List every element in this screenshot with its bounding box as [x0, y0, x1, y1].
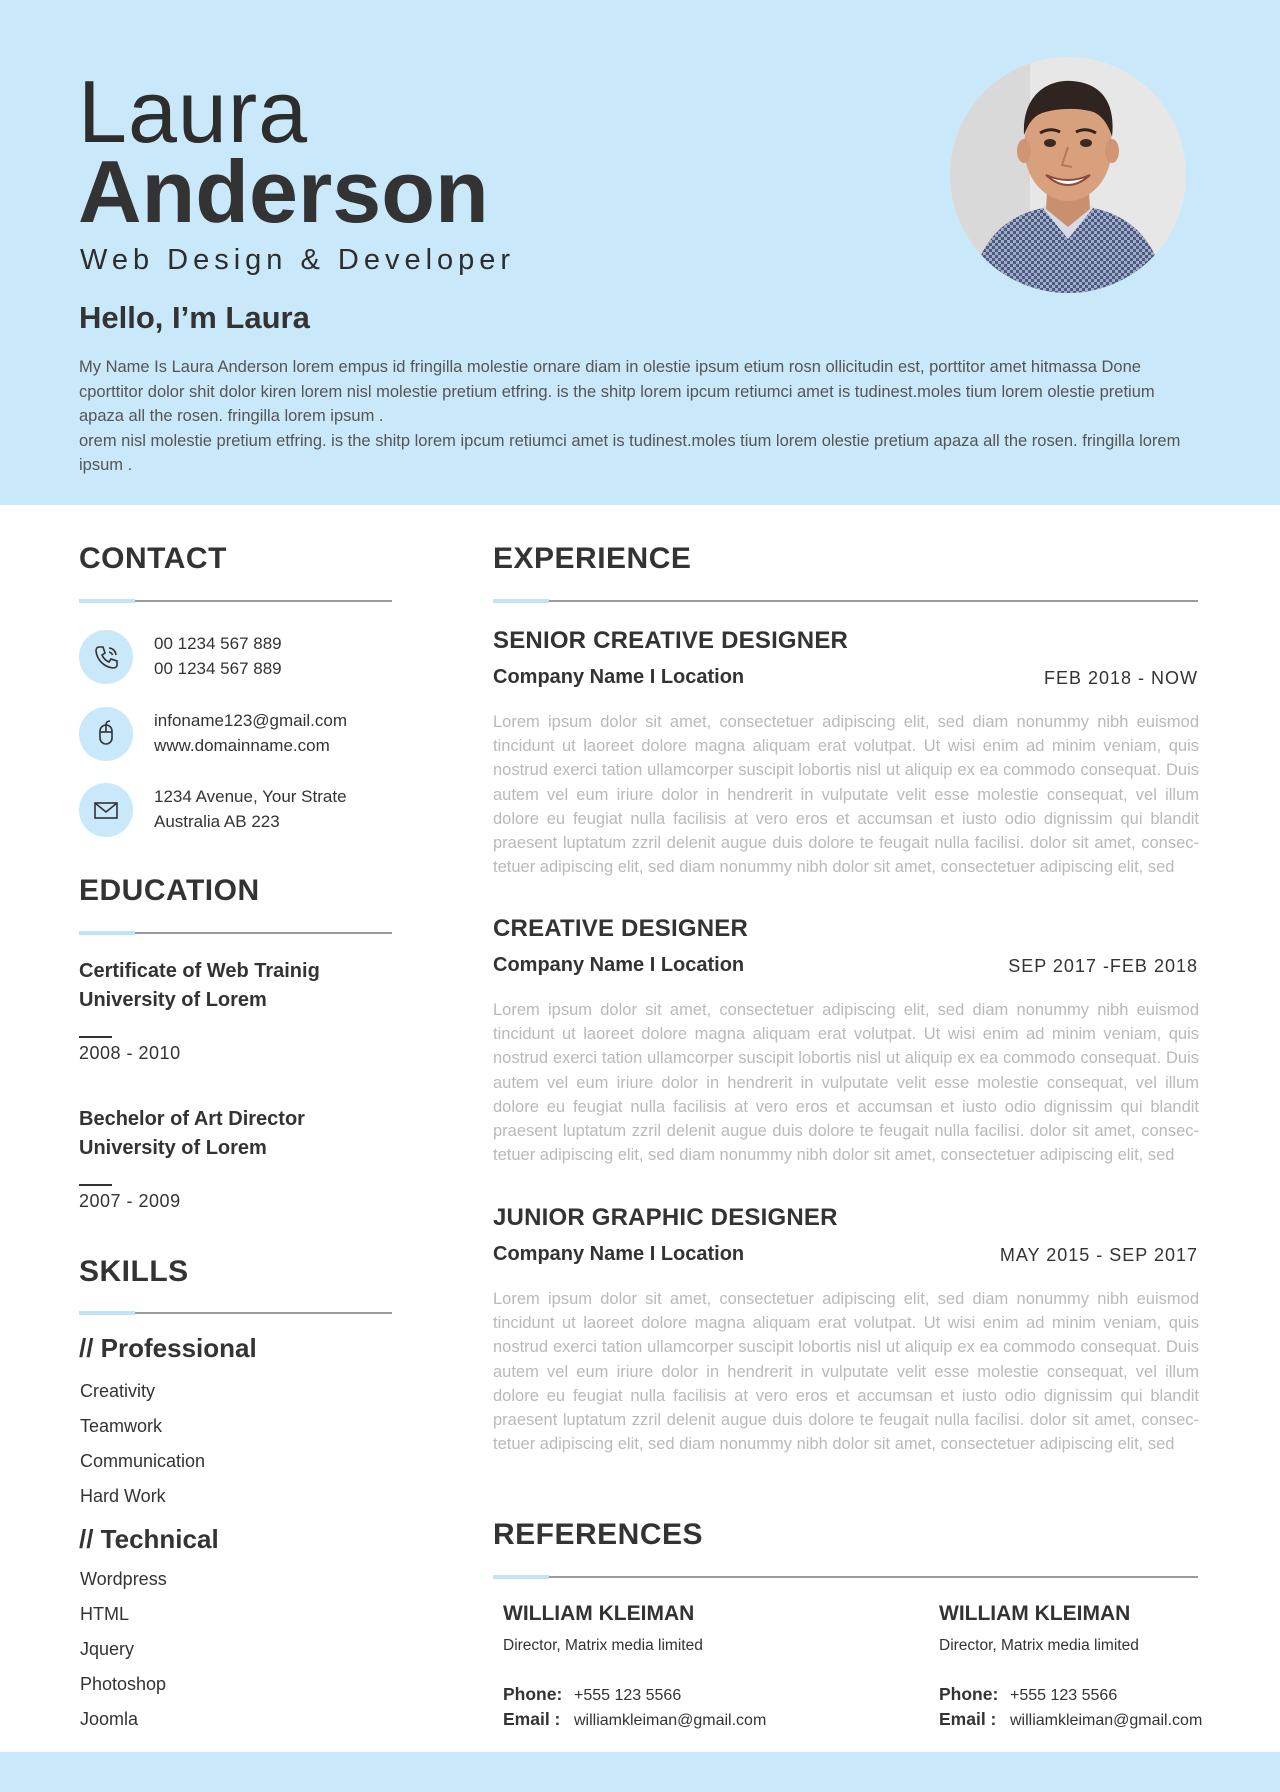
education-item-1 — [79, 957, 399, 1015]
skill-item: Jquery — [80, 1639, 135, 1659]
education-title: EDUCATION — [79, 874, 260, 907]
skills-title: SKILLS — [79, 1255, 189, 1288]
reference-name-2: WILLIAM KLEIMAN — [939, 1602, 1131, 1625]
skill-item: Creativity — [80, 1381, 156, 1401]
skills-divider — [79, 1312, 392, 1314]
profile-photo — [950, 57, 1186, 293]
contact-title: CONTACT — [79, 542, 227, 575]
skill-item: Photoshop — [80, 1674, 167, 1694]
experience-divider — [493, 600, 1198, 602]
contact-address — [154, 784, 347, 834]
reference-role-2: Director, Matrix media limited — [939, 1637, 1139, 1654]
degree-name: Bechelor of Art Director — [79, 1108, 305, 1130]
skills-technical-heading: // Technical — [79, 1524, 219, 1554]
email-label: Email : — [503, 1709, 561, 1729]
skill-item: HTML — [80, 1604, 129, 1624]
education-years: 2008 - 2010 — [79, 1043, 181, 1063]
reference-phone-value: +555 123 5566 — [574, 1687, 682, 1704]
mouse-icon — [79, 707, 133, 761]
school-name: University of Lorem — [79, 989, 267, 1011]
intro-paragraph — [79, 355, 1199, 478]
email-label: Email : — [939, 1709, 997, 1729]
company-location-3: Company Name I Location — [493, 1243, 745, 1265]
degree-name: Certificate of Web Trainig — [79, 960, 320, 982]
education-divider — [79, 932, 392, 934]
contact-phones — [154, 631, 282, 681]
skill-item: Teamwork — [80, 1416, 163, 1436]
education-item-2 — [79, 1105, 399, 1163]
address-line-1: 1234 Avenue, Your Strate — [154, 787, 347, 806]
footer-bar — [0, 1752, 1280, 1792]
education-years: 2007 - 2009 — [79, 1191, 181, 1211]
job-description-2: Lorem ipsum dolor sit amet, consectetuer adipiscing elit, sed diam nonummy nibh euismod tincidunt ut laoreet dolore magna aliquam erat volutpat. Ut wisi enim ad minim veniam, quis nostrud exerci tation ullamcorper suscipit lobortis nisl ut aliquip ex ea commodo consequat. Duis autem vel eum iriure dolor in hendrerit in vulputate velit esse molestie consequat, vel illum dolore eu feugiat nulla facilisis at vero eros et accumsan et iusto odio dignissim qui blandit praesent luptatum zzril delenit augue duis dolore te feugait nulla facilisi. dolor sit amet, consec-tetuer adipiscing elit, sed diam nonummy nibh dolor sit amet, consectetuer adipiscing elit, sed — [493, 1001, 1199, 1165]
job-title-3: JUNIOR GRAPHIC DESIGNER — [493, 1204, 838, 1231]
website-url[interactable]: www.domainname.com — [154, 736, 330, 755]
job-dates-2: SEP 2017 -FEB 2018 — [1008, 956, 1198, 976]
intro-text-2: orem nisl molestie pretium etfring. is the shitp lorem ipcum retiumci amet is tudinest.moles tium lorem olestie pretium apaza all the rosen. fringilla lorem ipsum . — [79, 431, 1181, 474]
school-name: University of Lorem — [79, 1137, 267, 1159]
experience-title: EXPERIENCE — [493, 542, 692, 575]
reference-name-1: WILLIAM KLEIMAN — [503, 1602, 695, 1625]
job-description-3: Lorem ipsum dolor sit amet, consectetuer adipiscing elit, sed diam nonummy nibh euismod tincidunt ut laoreet dolore magna aliquam erat volutpat. Ut wisi enim ad minim veniam, quis nostrud exerci tation ullamcorper suscipit lobortis nisl ut aliquip ex ea commodo consequat. Duis autem vel eum iriure dolor in hendrerit in vulputate velit esse molestie consequat, vel illum dolore eu feugiat nulla facilisis at vero eros et accumsan et iusto odio dignissim qui blandit praesent luptatum zzril delenit augue duis dolore te feugait nulla facilisi. dolor sit amet, consec-tetuer adipiscing elit, sed diam nonummy nibh dolor sit amet, consectetuer adipiscing elit, sed — [493, 1290, 1199, 1454]
last-name: Anderson — [78, 142, 489, 241]
reference-phone-1 — [503, 1684, 681, 1705]
contact-online — [154, 708, 347, 758]
skills-professional-heading: // Professional — [79, 1333, 257, 1363]
company-location-1: Company Name I Location — [493, 666, 745, 688]
reference-email-2 — [939, 1709, 1202, 1730]
reference-email-value[interactable]: williamkleiman@gmail.com — [574, 1712, 767, 1729]
profile-photo-illustration — [950, 57, 1186, 293]
job-dates-1: FEB 2018 - NOW — [1043, 668, 1198, 688]
job-dates-3: MAY 2015 - SEP 2017 — [999, 1245, 1198, 1265]
contact-divider — [79, 600, 392, 602]
phone-label: Phone: — [939, 1684, 999, 1704]
address-line-2: Australia AB 223 — [154, 812, 280, 831]
job-title: Web Design & Developer — [80, 244, 516, 276]
reference-role-1: Director, Matrix media limited — [503, 1637, 703, 1654]
reference-phone-value: +555 123 5566 — [1010, 1687, 1118, 1704]
references-title: REFERENCES — [493, 1518, 704, 1551]
job-title-1: SENIOR CREATIVE DESIGNER — [493, 627, 849, 654]
skill-item: Joomla — [80, 1709, 139, 1729]
greeting-heading: Hello, I’m Laura — [79, 300, 310, 335]
phone-icon — [79, 630, 133, 684]
skill-item: Hard Work — [80, 1486, 166, 1506]
education-dash — [79, 1184, 112, 1186]
reference-email-value[interactable]: williamkleiman@gmail.com — [1010, 1712, 1203, 1729]
references-divider — [493, 1576, 1198, 1578]
job-title-2: CREATIVE DESIGNER — [493, 915, 748, 942]
reference-email-1 — [503, 1709, 766, 1730]
intro-text-1: My Name Is Laura Anderson lorem empus id fringilla molestie ornare diam in olestie ipsum etium rosn ollicitudin est, porttitor amet hitmassa Done cporttitor dolor shit dolor kiren lorem nisl molestie pretium etfring. is the shitp lorem ipcum retiumci amet is tudinest.moles tium lorem olestie pretium apaza all the rosen. fringilla lorem ipsum . — [79, 358, 1155, 425]
education-dash — [79, 1036, 112, 1038]
header-banner — [0, 0, 1280, 505]
skill-item: Wordpress — [80, 1569, 167, 1589]
company-location-2: Company Name I Location — [493, 954, 745, 976]
job-description-1: Lorem ipsum dolor sit amet, consectetuer adipiscing elit, sed diam nonummy nibh euismod tincidunt ut laoreet dolore magna aliquam erat volutpat. Ut wisi enim ad minim veniam, quis nostrud exerci tation ullamcorper suscipit lobortis nisl ut aliquip ex ea commodo consequat. Duis autem vel eum iriure dolor in hendrerit in vulputate velit esse molestie consequat, vel illum dolore eu feugiat nulla facilisis at vero eros et accumsan et iusto odio dignissim qui blandit praesent luptatum zzril delenit augue duis dolore te feugait nulla facilisi. dolor sit amet, consec-tetuer adipiscing elit, sed diam nonummy nibh dolor sit amet, consectetuer adipiscing elit, sed — [493, 713, 1199, 877]
skill-item: Communication — [80, 1451, 206, 1471]
mail-icon — [79, 783, 133, 837]
email-address[interactable]: infoname123@gmail.com — [154, 711, 348, 730]
first-name: Laura — [78, 62, 309, 161]
reference-phone-2 — [939, 1684, 1117, 1705]
phone-number-2: 00 1234 567 889 — [154, 659, 282, 678]
phone-number-1: 00 1234 567 889 — [154, 634, 282, 653]
phone-label: Phone: — [503, 1684, 563, 1704]
